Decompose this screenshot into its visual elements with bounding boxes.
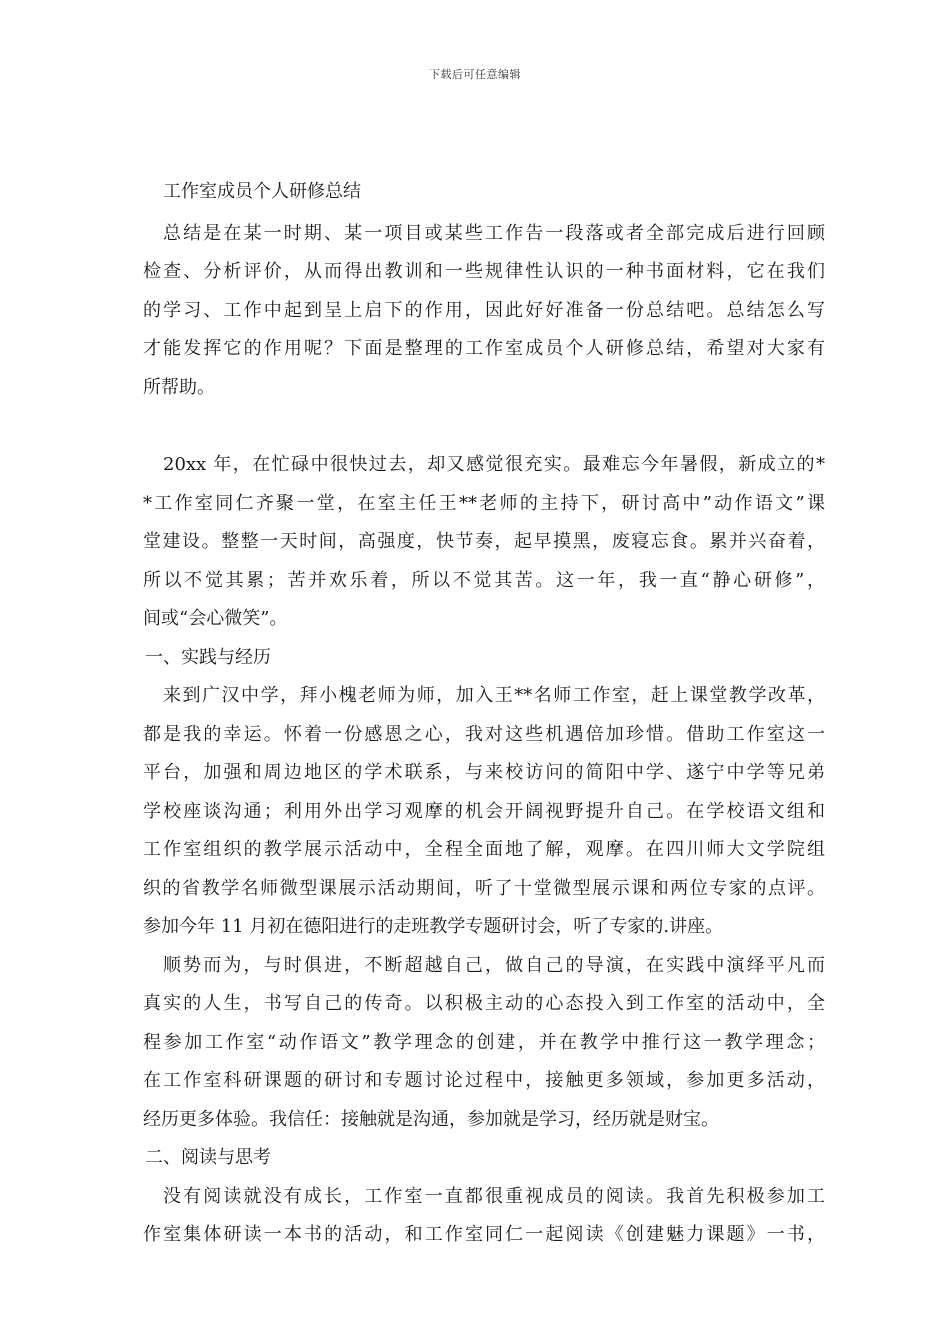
paragraph-line: 参加今年 11 月初在德阳进行的走班教学专题研讨会，听了专家的.讲座。 (143, 916, 724, 937)
paragraph-line: 20xx 年，在忙碌中很快过去，却又感觉很充实。最难忘今年暑假，新成立的* (163, 454, 825, 475)
paragraph-line: 程参加工作室“动作语文”教学理念的创建，并在教学中推行这一教学理念； (143, 1031, 825, 1053)
paragraph-line: 总结是在某一时期、某一项目或某些工作告一段落或者全部完成后进行回顾 (163, 222, 825, 244)
paragraph-line: 堂建设。整整一天时间，高强度，快节奏，起早摸黑，废寝忘食。累并兴奋着， (143, 531, 825, 552)
paragraph-line: 检查、分析评价，从而得出教训和一些规律性认识的一种书面材料，它在我们 (143, 261, 825, 282)
paragraph-line: 都是我的幸运。怀着一份感恩之心，我对这些机遇倍加珍惜。借助工作室这一 (143, 723, 825, 745)
paragraph-line: 没有阅读就没有成长，工作室一直都很重视成员的阅读。我首先积极参加工 (163, 1185, 825, 1207)
paragraph-line: 在工作室科研课题的研讨和专题讨论过程中，接触更多领域，参加更多活动， (143, 1070, 825, 1091)
paragraph-line: 工作室组织的教学展示活动中，全程全面地了解，观摩。在四川师大文学院组 (143, 839, 825, 860)
paragraph-line: 织的省教学名师微型课展示活动期间，听了十堂微型展示课和两位专家的点评。 (143, 877, 825, 899)
paragraph-reading (143, 1178, 825, 1255)
paragraph-line: 真实的人生，书写自己的传奇。以积极主动的心态投入到工作室的活动中，全 (143, 993, 825, 1014)
paragraph-momentum (143, 947, 825, 1140)
intro-paragraph (143, 215, 825, 408)
section-heading-practice: 一、实践与经历 (145, 646, 271, 668)
paragraph-line: *工作室同仁齐聚一堂，在室主任王**老师的主持下，研讨高中”动作语文”课 (143, 492, 825, 514)
paragraph-line: 来到广汉中学，拜小槐老师为师，加入王**名师工作室，赶上课堂教学改革， (163, 685, 825, 706)
paragraph-line: 经历更多体验。我信任：接触就是沟通，参加就是学习，经历就是财宝。 (143, 1108, 719, 1130)
paragraph-line: 所帮助。 (143, 376, 215, 398)
paragraph-line: 作室集体研读一本书的活动，和工作室同仁一起阅读《创建魅力课题》一书， (143, 1224, 825, 1245)
paragraph-line: 才能发挥它的作用呢？下面是整理的工作室成员个人研修总结，希望对大家有 (143, 338, 825, 359)
document-title: 工作室成员个人研修总结 (163, 181, 361, 202)
paragraph-line: 平台，加强和周边地区的学术联系，与来校访问的简阳中学、遂宁中学等兄弟 (143, 762, 825, 783)
paragraph-line: 顺势而为，与时俱进，不断超越自己，做自己的导演，在实践中演绎平凡而 (163, 954, 825, 976)
paragraph-summary-year (143, 446, 825, 639)
paragraph-line: 的学习、工作中起到呈上启下的作用，因此好好准备一份总结吧。总结怎么写 (143, 299, 825, 321)
paragraph-line: 学校座谈沟通；利用外出学习观摩的机会开阔视野提升自己。在学校语文组和 (143, 800, 825, 822)
paragraph-line: 间或“会心微笑”。 (143, 608, 288, 629)
paragraph-spacer (143, 407, 825, 446)
paragraph-line: 所以不觉其累；苦并欢乐着，所以不觉其苦。这一年，我一直“静心研修”， (143, 569, 825, 591)
paragraph-practice (143, 677, 825, 947)
document-body (143, 181, 825, 1255)
page-header-note: 下载后可任意编辑 (429, 68, 521, 81)
section-heading-reading: 二、阅读与思考 (145, 1147, 271, 1168)
